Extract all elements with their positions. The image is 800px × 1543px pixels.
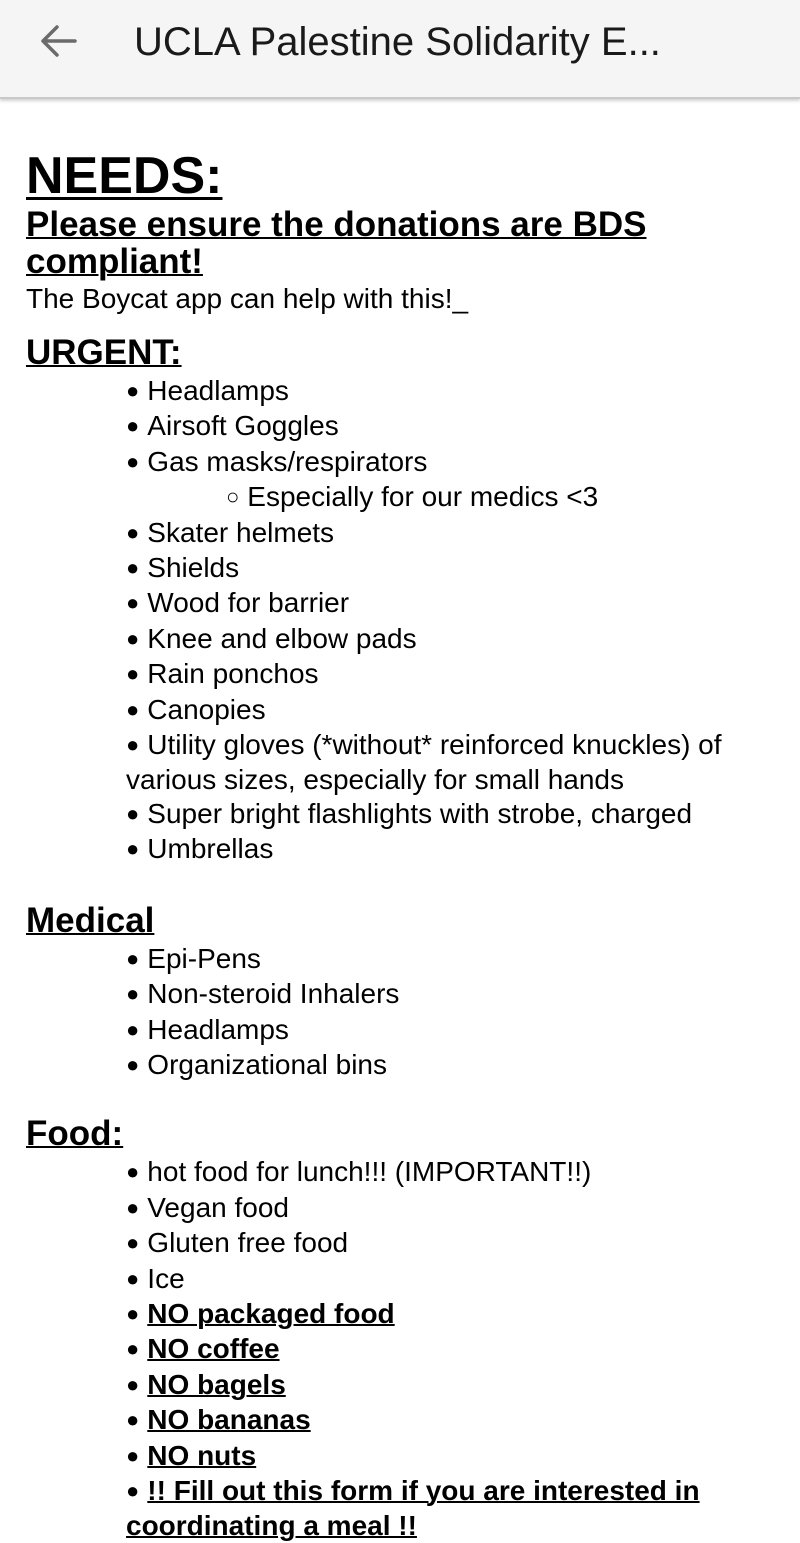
list-item: ● Rain ponchos (126, 657, 796, 692)
list-item: ● Headlamps (126, 374, 796, 409)
boycat-app-note: The Boycat app can help with this!_ (26, 283, 469, 314)
app-bar (0, 0, 800, 99)
list-item (126, 1297, 796, 1332)
medical-heading: Medical (26, 900, 155, 940)
list-item: ● Wood for barrier (126, 586, 796, 621)
list-item: ● Shields (126, 551, 796, 586)
list-item: ● Headlamps (126, 1013, 796, 1048)
list-item (126, 1474, 796, 1543)
list-item: ● Non-steroid Inhalers (126, 977, 796, 1012)
food-heading: Food: (26, 1114, 124, 1154)
list-item: ● Gas masks/respirators (126, 445, 796, 480)
list-item: ● Airsoft Goggles (126, 409, 796, 444)
list-item: ● Epi-Pens (126, 942, 796, 977)
list-item (126, 1332, 796, 1367)
urgent-heading: URGENT: (26, 333, 182, 372)
needs-heading: NEEDS: (26, 147, 223, 205)
list-item (126, 1403, 796, 1438)
medical-list (26, 942, 796, 1084)
page-title: UCLA Palestine Solidarity E... (134, 20, 661, 64)
meal-form-link[interactable]: !! Fill out this form if you are interested in coordinating a meal !! (126, 1474, 700, 1542)
list-item: ● Super bright flashlights with strobe, charged (126, 797, 796, 832)
list-item: ● Skater helmets (126, 516, 796, 551)
list-item: ● Ice (126, 1262, 796, 1297)
no-item-text: NO coffee (147, 1333, 280, 1365)
list-item: ● Canopies (126, 693, 796, 728)
list-item: ● Utility gloves (*without* reinforced knuckles) of various sizes, especially for small hands (126, 728, 796, 797)
back-button[interactable] (32, 18, 84, 64)
document-body (26, 146, 796, 1543)
list-item: ● hot food for lunch!!! (IMPORTANT!!) (126, 1155, 796, 1190)
list-item (126, 1368, 796, 1403)
list-item: ● Knee and elbow pads (126, 622, 796, 657)
arrow-back-icon (39, 24, 77, 58)
no-item-text: NO packaged food (147, 1297, 395, 1329)
no-item-text: NO bagels (147, 1368, 286, 1400)
list-item: ● Umbrellas (126, 832, 796, 867)
urgent-list (26, 374, 796, 868)
no-item-text: NO nuts (147, 1439, 257, 1471)
sub-list-item: ○ Especially for our medics <3 (126, 480, 796, 515)
list-item (126, 1439, 796, 1474)
list-item: ● Gluten free food (126, 1226, 796, 1261)
food-list (26, 1155, 796, 1542)
no-item-text: NO bananas (147, 1404, 311, 1436)
list-item: ● Organizational bins (126, 1048, 796, 1083)
list-item: ● Vegan food (126, 1191, 796, 1226)
bds-compliance-note: Please ensure the donations are BDS compliant! (26, 205, 647, 281)
